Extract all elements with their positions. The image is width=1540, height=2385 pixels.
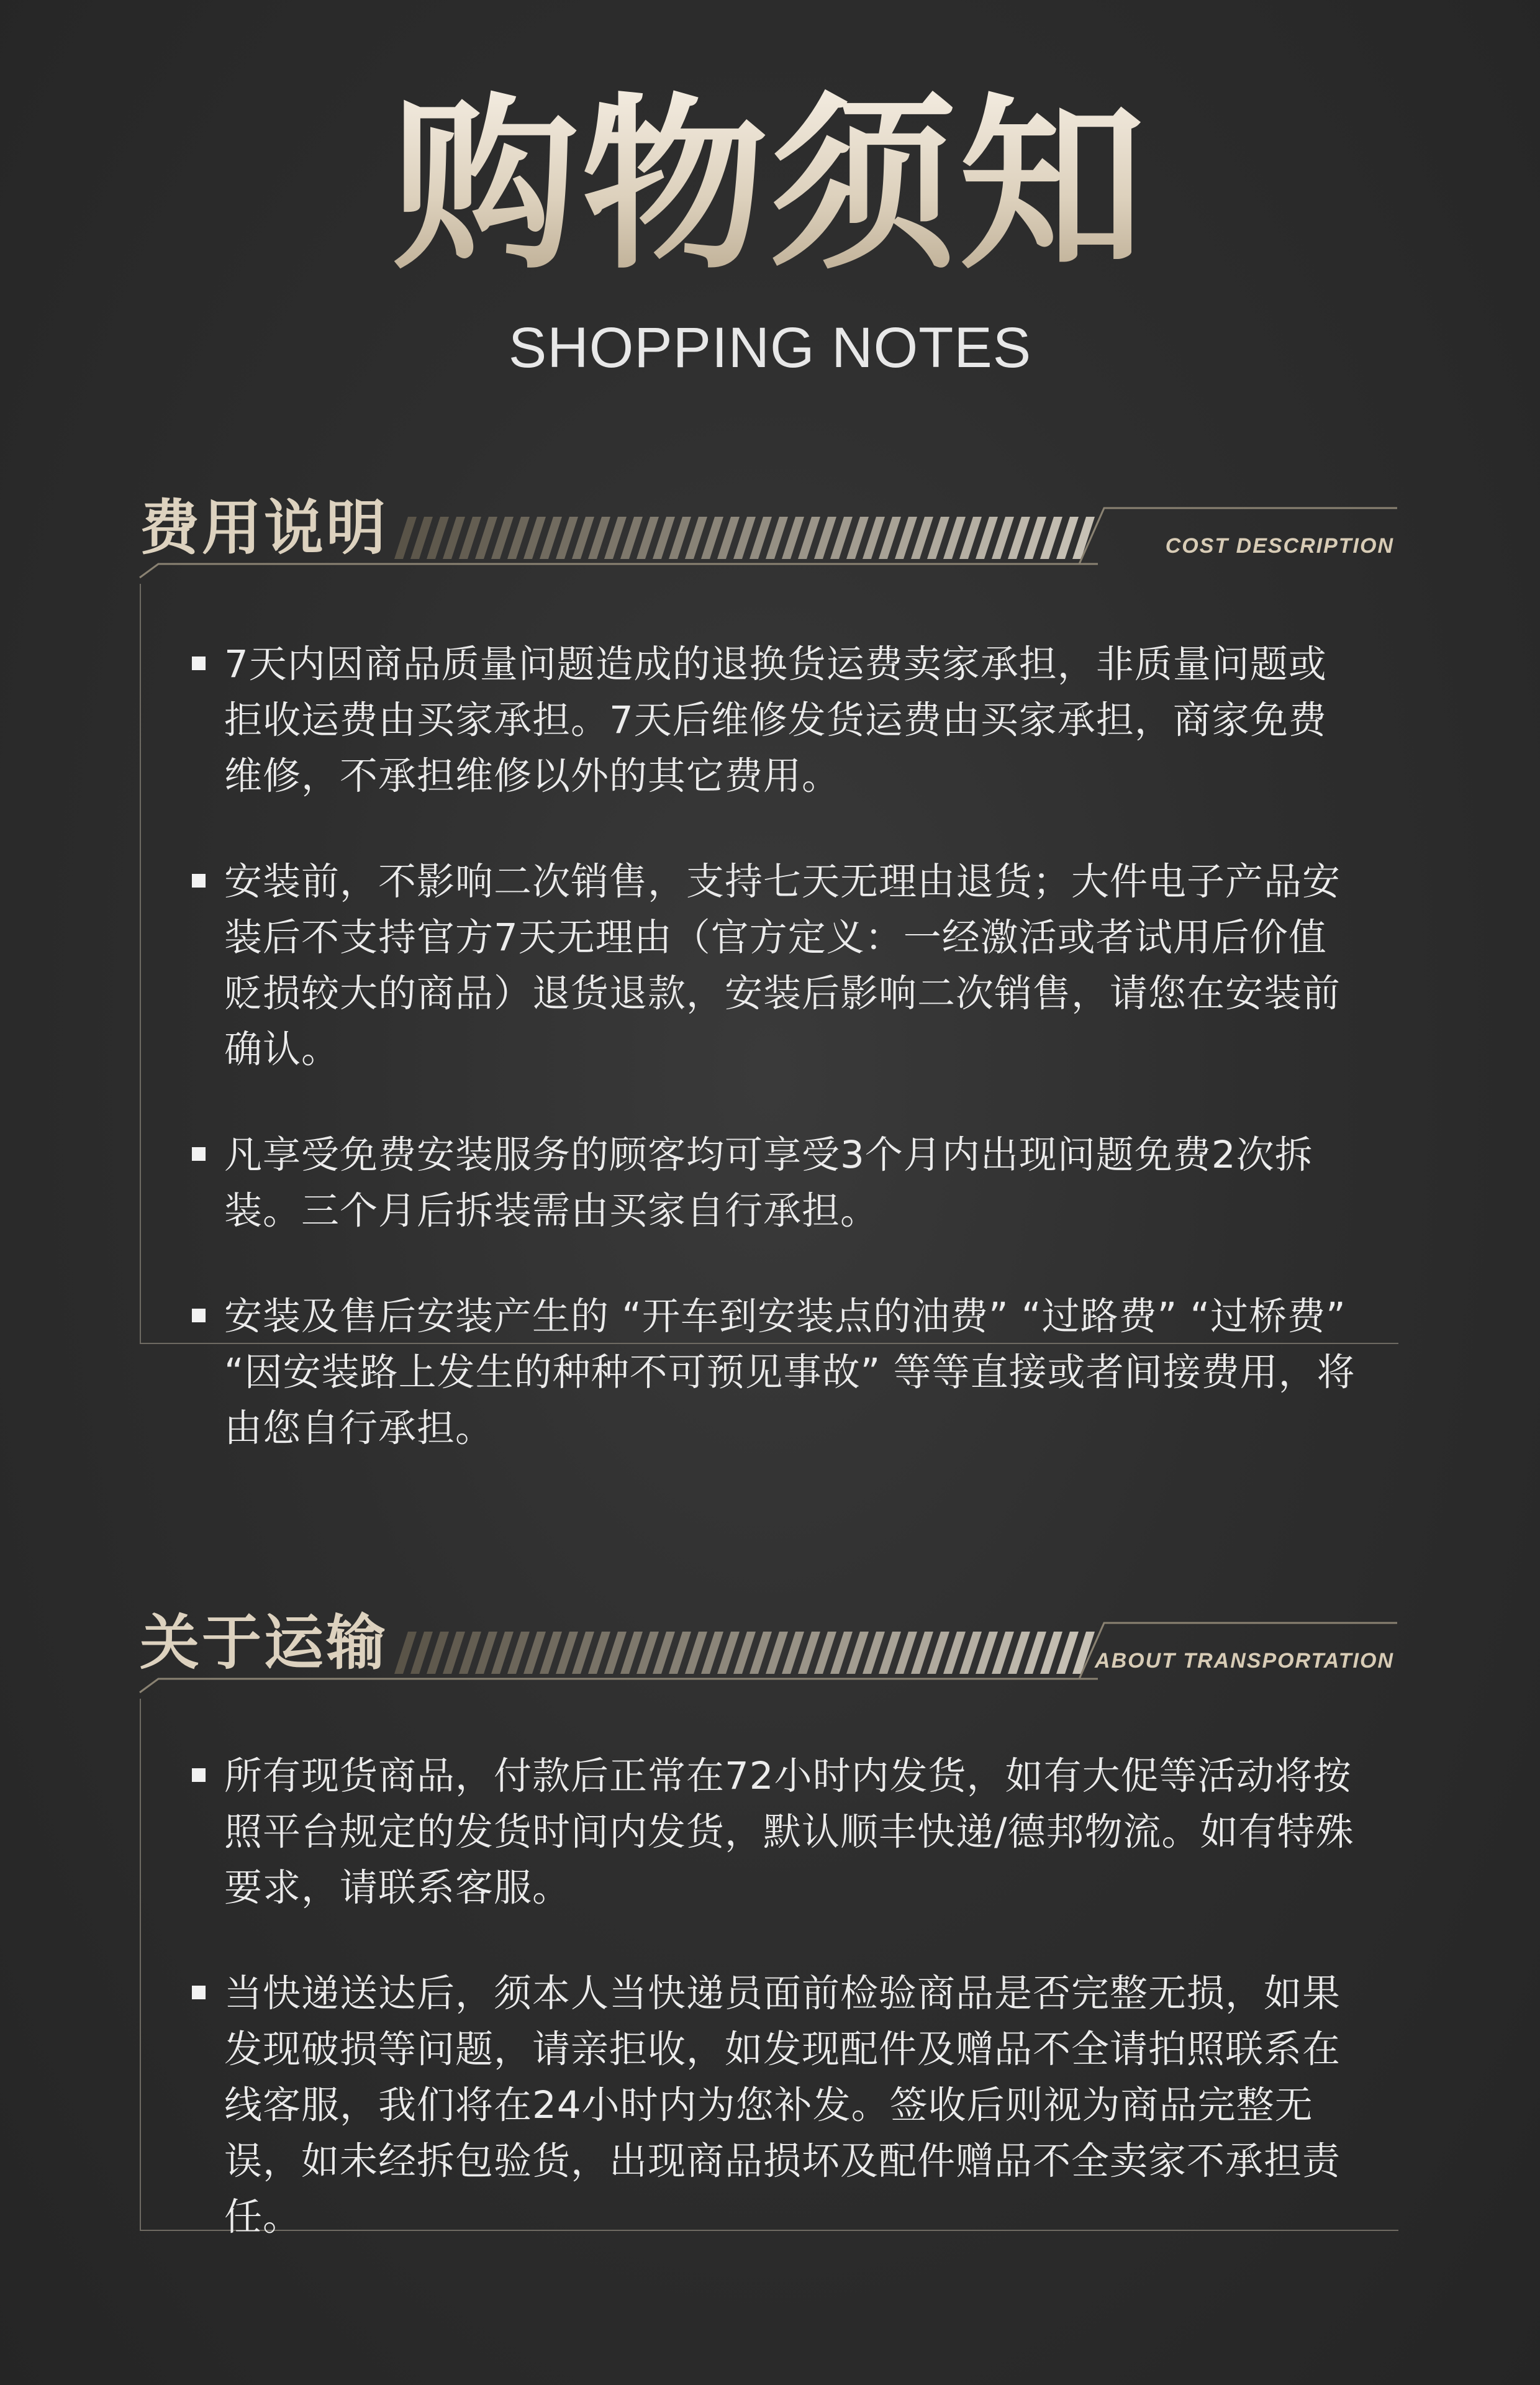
page-subtitle: SHOPPING NOTES — [508, 316, 1032, 379]
section-content-box — [140, 584, 1398, 1450]
bullet-icon — [192, 1986, 206, 1999]
bullet-icon — [192, 1147, 206, 1161]
page-title: 购物须知 — [0, 81, 1540, 292]
list-item-text: 所有现货商品，付款后正常在72小时内发货，如有大促等活动将按照平台规定的发货时间内发货，默认顺丰快递/德邦物流。如有特殊要求，请联系客服。 — [224, 1754, 1354, 1910]
list-item — [141, 1748, 1358, 1916]
list-item-text: 7天内因商品质量问题造成的退换货运费卖家承担，非质量问题或拒收运费由买家承担。7天后维修发货运费由买家承担，商家免费维修，不承担维修以外的其它费用。 — [224, 642, 1327, 798]
list-item — [141, 1127, 1358, 1239]
bullet-icon — [192, 1309, 206, 1322]
bullet-icon — [192, 874, 206, 888]
bullet-icon — [192, 1768, 206, 1782]
list-item-text: 凡享受免费安装服务的顾客均可享受3个月内出现问题免费2次拆装。三个月后拆装需由买家自行承担。 — [224, 1133, 1313, 1233]
list-item-text: 安装及售后安装产生的 “开车到安装点的油费” “过路费” “过桥费” “因安装路上发生的种种不可预见事故” 等等直接或者间接费用，将由您自行承担。 — [224, 1294, 1356, 1450]
section-english-title: COST DESCRIPTION — [1165, 534, 1394, 558]
list-item — [141, 1289, 1358, 1456]
list-item — [141, 854, 1358, 1078]
diagonal-stripes — [394, 1632, 1095, 1674]
diagonal-stripes — [394, 517, 1095, 559]
list-item-text: 安装前，不影响二次销售，支持七天无理由退货；大件电子产品安装后不支持官方7天无理由（官方定义：一经激活或者试用后价值贬损较大的商品）退货退款，安装后影响二次销售，请您在安装前确认。 — [224, 860, 1341, 1071]
section-cost — [0, 491, 1540, 1484]
list-item-text: 当快递送达后，须本人当快递员面前检验商品是否完整无损，如果发现破损等问题，请亲拒收，如发现配件及赠品不全请拍照联系在线客服，我们将在24小时内为您补发。签收后则视为商品完整无误，如未经拆包验货，出现商品损坏及配件赠品不全卖家不承担责任。 — [224, 1971, 1341, 2239]
section-transport — [0, 1606, 1540, 2289]
bullet-icon — [192, 656, 206, 670]
section-title: 费用说明 — [140, 493, 388, 563]
list-item — [141, 1966, 1358, 2245]
section-content-box — [140, 1699, 1398, 2239]
section-english-title: ABOUT TRANSPORTATION — [1095, 1649, 1394, 1673]
section-title: 关于运输 — [140, 1608, 388, 1678]
list-item — [141, 637, 1358, 804]
